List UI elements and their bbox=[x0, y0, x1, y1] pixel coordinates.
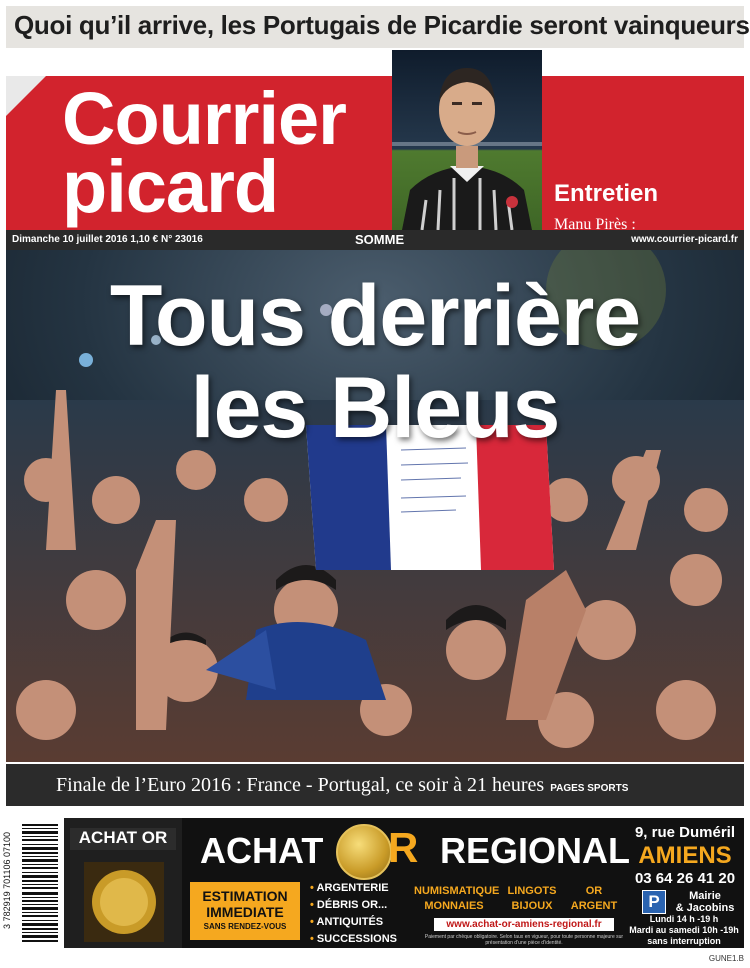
ad-parking-label bbox=[670, 890, 740, 914]
caption-line: Finale de l’Euro 2016 : France - Portugal, ce soir à 21 heures bbox=[56, 774, 545, 796]
barcode bbox=[8, 822, 60, 948]
footer-code: GUNE1.B bbox=[708, 954, 744, 963]
ad-list-item: • ANTIQUITÉS bbox=[310, 914, 397, 931]
top-teaser-text: Quoi qu’il arrive, les Portugais de Picardie seront vainqueurs bbox=[14, 10, 750, 40]
hours-line1: Lundi 14 h -19 h bbox=[649, 914, 719, 924]
interview-teaser bbox=[554, 180, 744, 230]
ad-gold-coin-icon bbox=[336, 824, 392, 880]
ad-phone: 03 64 26 41 20 bbox=[634, 870, 736, 887]
ad-address: 9, rue Duméril bbox=[634, 824, 736, 841]
ad-category-numismatique bbox=[414, 884, 500, 914]
parking-icon: P bbox=[642, 890, 666, 914]
estimation-line3: SANS RENDEZ-VOUS bbox=[203, 922, 287, 931]
logo-word-courrier: Courrier bbox=[62, 77, 346, 160]
main-headline-line1: Tous derrière bbox=[109, 268, 641, 364]
gold-buying-advertisement bbox=[64, 818, 744, 948]
top-teaser-headline bbox=[14, 10, 750, 41]
ad-letter-r: R bbox=[388, 824, 419, 871]
ad-estimation-box bbox=[190, 882, 300, 940]
gold-coin-icon bbox=[84, 862, 164, 942]
top-teaser-band bbox=[6, 6, 750, 48]
ad-list-item: • DÉBRIS OR... bbox=[310, 897, 397, 914]
hours-line3: sans interruption bbox=[647, 936, 721, 946]
ad-list-item: • SUCCESSIONS bbox=[310, 931, 397, 948]
ad-word-regional: REGIONAL bbox=[440, 830, 631, 871]
col3-line2: ARGENT bbox=[570, 900, 618, 912]
main-headline-line2: les Bleus bbox=[190, 360, 560, 456]
ad-word-achat: ACHAT bbox=[200, 830, 324, 871]
caption-page-ref: PAGES SPORTS bbox=[550, 783, 629, 794]
interview-title: Entretien bbox=[554, 180, 659, 207]
ad-list-item: • ARGENTERIE bbox=[310, 880, 397, 897]
interview-lines bbox=[554, 214, 744, 230]
main-headline bbox=[6, 270, 744, 454]
issue-date-price: Dimanche 10 juillet 2016 1,10 € N° 23016 bbox=[12, 234, 203, 245]
caption-text bbox=[56, 774, 628, 797]
caption-band bbox=[6, 764, 744, 806]
parking-label-line2: & Jacobins bbox=[675, 902, 735, 914]
main-crowd-photo bbox=[6, 250, 744, 762]
hours-line2: Mardi au samedi 10h -19h bbox=[629, 925, 739, 935]
col1-line2: MONNAIES bbox=[424, 900, 484, 912]
ad-city: AMIENS bbox=[638, 842, 732, 869]
ad-legal-note: Paiement par chèque obligatoire. Selon taux en vigueur, pour toute personne majeure sur présentation d’une pièce d’identité. bbox=[424, 934, 624, 946]
ad-small-brand: ACHAT OR bbox=[70, 828, 176, 850]
edition-name: SOMME bbox=[355, 232, 405, 247]
col2-line1: LINGOTS bbox=[507, 885, 557, 897]
ad-shopfront-image bbox=[64, 818, 182, 948]
ad-category-or-argent bbox=[564, 884, 624, 914]
ad-website-link[interactable]: www.achat-or-amiens-regional.fr bbox=[434, 918, 614, 931]
ad-services-list bbox=[310, 880, 397, 948]
barcode-digits: 3 782919 701106 07100 bbox=[2, 832, 12, 929]
masthead-corner-fold bbox=[6, 76, 46, 116]
ad-category-lingots bbox=[504, 884, 560, 914]
website-url: www.courrier-picard.fr bbox=[631, 234, 738, 245]
interview-portrait-photo bbox=[392, 50, 542, 230]
barcode-bars bbox=[8, 822, 60, 948]
parking-label-line1: Mairie bbox=[689, 890, 721, 902]
estimation-line1: ESTIMATION bbox=[202, 888, 288, 904]
masthead bbox=[6, 76, 744, 230]
dateline-bar bbox=[6, 230, 744, 250]
logo-word-picard: picard bbox=[62, 145, 279, 228]
col2-line2: BIJOUX bbox=[511, 900, 553, 912]
portrait-illustration bbox=[392, 50, 542, 230]
estimation-line2: IMMEDIATE bbox=[206, 904, 284, 920]
col3-line1: OR bbox=[585, 885, 603, 897]
ad-opening-hours bbox=[624, 914, 744, 947]
interview-name: Manu Pirès : bbox=[554, 216, 636, 230]
col1-line1: NUMISMATIQUE bbox=[414, 885, 500, 897]
